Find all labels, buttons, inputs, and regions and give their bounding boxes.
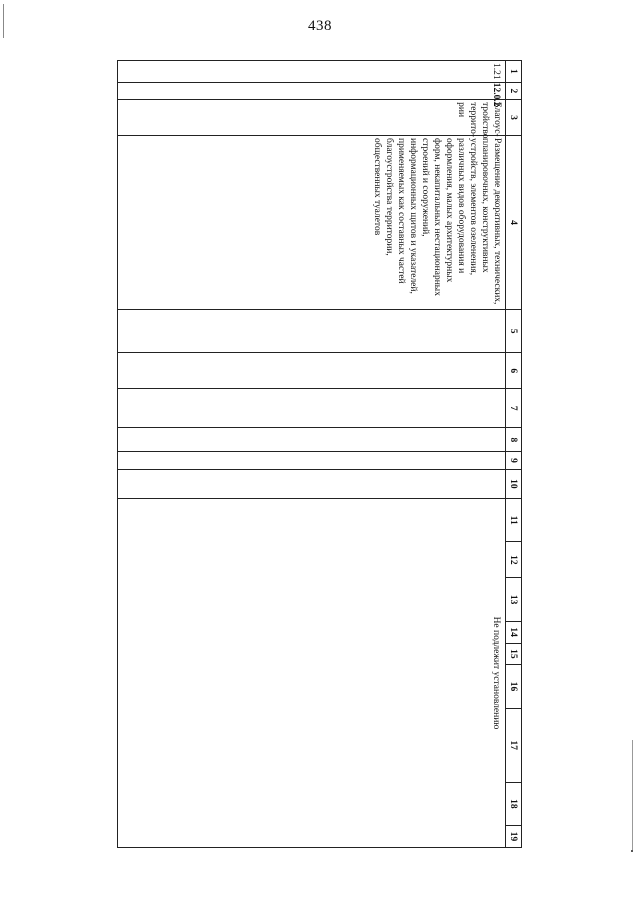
table-row xyxy=(118,61,506,848)
column-header: 13 xyxy=(506,578,522,621)
column-header: 4 xyxy=(506,135,522,309)
column-header: 3 xyxy=(506,100,522,136)
column-header: 16 xyxy=(506,665,522,708)
column-header: 1 xyxy=(506,61,522,83)
empty-cell xyxy=(118,389,506,428)
column-header: 11 xyxy=(506,499,522,542)
column-header: 10 xyxy=(506,469,522,498)
column-header: 6 xyxy=(506,353,522,389)
column-header: 5 xyxy=(506,309,522,352)
scan-speck xyxy=(631,850,633,852)
column-header: 12 xyxy=(506,542,522,578)
empty-cell xyxy=(118,309,506,352)
column-header: 15 xyxy=(506,643,522,665)
column-header: 18 xyxy=(506,782,522,825)
page-number: 438 xyxy=(308,18,332,34)
rotated-table-wrapper xyxy=(117,60,522,848)
not-applicable-note: Не подлежит установлению xyxy=(118,499,506,848)
code-cell: 12.0.2 xyxy=(118,82,506,99)
column-header: 7 xyxy=(506,389,522,428)
empty-cell xyxy=(118,353,506,389)
column-header: 19 xyxy=(506,826,522,848)
scan-edge-mark xyxy=(632,740,633,850)
empty-cell xyxy=(118,469,506,498)
column-header: 17 xyxy=(506,708,522,782)
column-header: 14 xyxy=(506,621,522,643)
empty-cell xyxy=(118,452,506,469)
row-number-cell: 1.21 xyxy=(118,61,506,83)
zoning-table xyxy=(117,60,522,848)
table-header-row xyxy=(506,61,522,848)
description-cell: Размещение декоративных, технических, планировочных, конструктивных устройств, элементов озеленения, различных видов оборудования и оформления, малых архитектурных форм, некапитальных нестационарных строений и сооружений, информационных щитов и указателей, применяемых как составных частей благоустройства территории, общественных туалетов xyxy=(118,135,506,309)
use-name-cell: Благоус-тройство террито-рии xyxy=(118,100,506,136)
column-header: 8 xyxy=(506,428,522,452)
column-header: 9 xyxy=(506,452,522,469)
column-header: 2 xyxy=(506,82,522,99)
empty-cell xyxy=(118,428,506,452)
